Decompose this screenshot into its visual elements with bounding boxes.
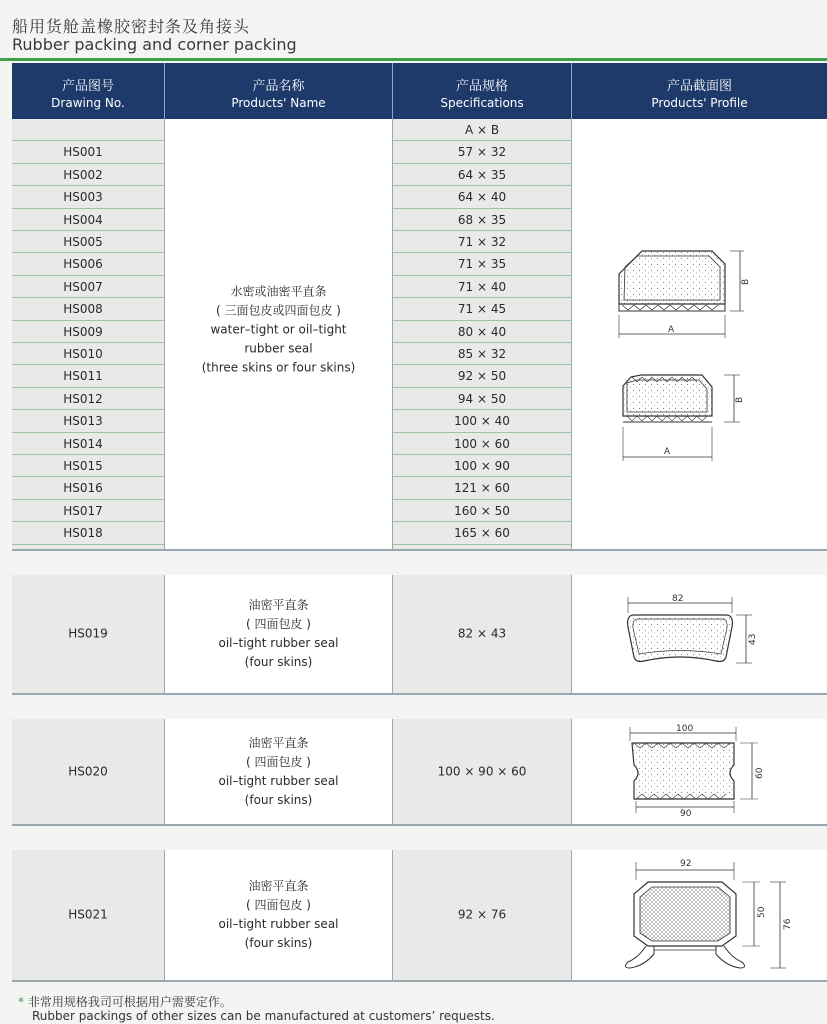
spec-value: 160 × 50 bbox=[393, 500, 571, 522]
dim-label-a-lower: A bbox=[664, 447, 671, 457]
spec-value: 57 × 32 bbox=[393, 141, 571, 163]
dim-label-b-lower: B bbox=[735, 396, 745, 403]
spec-value: 121 × 60 bbox=[393, 477, 571, 499]
dim-bottom-width: 90 bbox=[680, 809, 692, 819]
drawing-no: HS011 bbox=[12, 365, 164, 387]
profile-column bbox=[572, 719, 827, 824]
drawing-no: HS016 bbox=[12, 477, 164, 499]
spec-column bbox=[393, 575, 572, 693]
drawing-no: HS010 bbox=[12, 343, 164, 365]
dim-label-b: B bbox=[741, 278, 751, 285]
dim-top-width: 100 bbox=[676, 724, 694, 734]
profile-drawing-group1 bbox=[572, 119, 827, 549]
drawing-no: HS021 bbox=[68, 907, 108, 922]
page-title-zh: 船用货舱盖橡胶密封条及角接头 bbox=[12, 17, 251, 36]
drawing-no: HS007 bbox=[12, 276, 164, 298]
drawing-column bbox=[12, 575, 165, 693]
product-name: 水密或油密平直条 ( 三面包皮或四面包皮 ) water–tight or oil–tight rubber seal (three skins or four skins) bbox=[201, 284, 356, 375]
table-header bbox=[12, 63, 827, 119]
spec-value: 92 × 76 bbox=[457, 907, 507, 922]
drawing-no: HS017 bbox=[12, 500, 164, 522]
spec-value: 100 × 40 bbox=[393, 410, 571, 432]
spec-value: 82 × 43 bbox=[457, 626, 507, 641]
group-hs020 bbox=[12, 719, 827, 824]
dim-height: 60 bbox=[755, 767, 765, 779]
spec-column bbox=[393, 719, 572, 824]
drawing-no: HS013 bbox=[12, 410, 164, 432]
dim-width: 92 bbox=[680, 859, 692, 869]
spec-value: 71 × 40 bbox=[393, 276, 571, 298]
header-drawing-no: 产品图号 Drawing No. bbox=[12, 63, 165, 119]
drawing-column bbox=[12, 119, 165, 549]
section-divider bbox=[12, 549, 827, 551]
group-hs021 bbox=[12, 850, 827, 980]
drawing-no: HS008 bbox=[12, 298, 164, 320]
drawing-column bbox=[12, 850, 165, 980]
drawing-no: HS004 bbox=[12, 209, 164, 231]
group-hs001-hs018 bbox=[12, 119, 827, 549]
profile-column bbox=[572, 119, 827, 549]
title-divider bbox=[0, 58, 827, 61]
profile-drawing-hs021 bbox=[572, 850, 827, 980]
drawing-no: HS003 bbox=[12, 186, 164, 208]
drawing-column bbox=[12, 719, 165, 824]
page-title-en: Rubber packing and corner packing bbox=[12, 35, 297, 54]
section-divider bbox=[12, 693, 827, 695]
drawing-no: HS002 bbox=[12, 164, 164, 186]
product-name: 油密平直条 ( 四面包皮 ) oil–tight rubber seal (four skins) bbox=[218, 735, 339, 807]
spec-value: 100 × 60 bbox=[393, 433, 571, 455]
spec-value: 80 × 40 bbox=[393, 321, 571, 343]
drawing-no: HS009 bbox=[12, 321, 164, 343]
spec-column bbox=[393, 119, 572, 549]
profile-column bbox=[572, 850, 827, 980]
table-row bbox=[12, 119, 164, 141]
dim-height: 43 bbox=[748, 633, 758, 645]
section-divider bbox=[12, 980, 827, 982]
spec-header-axb: A × B bbox=[393, 119, 571, 141]
spec-value: 68 × 35 bbox=[393, 209, 571, 231]
header-products-name: 产品名称 Products' Name bbox=[165, 63, 393, 119]
dim-width: 82 bbox=[672, 594, 684, 604]
dim-height-50: 50 bbox=[757, 906, 767, 918]
name-column bbox=[165, 719, 393, 824]
spec-value: 71 × 32 bbox=[393, 231, 571, 253]
drawing-no: HS001 bbox=[12, 141, 164, 163]
drawing-no: HS020 bbox=[68, 764, 108, 778]
footnote-zh: * 非常用规格我司可根据用户需要定作。 bbox=[18, 995, 232, 1009]
name-column bbox=[165, 119, 393, 549]
group-hs019 bbox=[12, 575, 827, 693]
footnote-star: * bbox=[18, 995, 24, 1009]
spec-value: 71 × 45 bbox=[393, 298, 571, 320]
dim-label-a: A bbox=[668, 325, 675, 335]
spec-value: 71 × 35 bbox=[393, 253, 571, 275]
spec-value: 92 × 50 bbox=[393, 365, 571, 387]
drawing-no: HS018 bbox=[12, 522, 164, 544]
profile-drawing-hs019 bbox=[572, 575, 827, 693]
footnote-en: Rubber packings of other sizes can be manufactured at customers’ requests. bbox=[32, 1009, 495, 1023]
drawing-no: HS005 bbox=[12, 231, 164, 253]
spec-value: 85 × 32 bbox=[393, 343, 571, 365]
spec-value: 94 × 50 bbox=[393, 388, 571, 410]
header-specifications: 产品规格 Specifications bbox=[393, 63, 572, 119]
spec-column bbox=[393, 850, 572, 980]
name-column bbox=[165, 850, 393, 980]
drawing-no: HS012 bbox=[12, 388, 164, 410]
product-name: 油密平直条 ( 四面包皮 ) oil–tight rubber seal (four skins) bbox=[218, 598, 339, 669]
drawing-no: HS015 bbox=[12, 455, 164, 477]
spec-value: 64 × 35 bbox=[393, 164, 571, 186]
name-column bbox=[165, 575, 393, 693]
dim-height-76: 76 bbox=[783, 918, 793, 930]
drawing-no: HS014 bbox=[12, 433, 164, 455]
spec-value: 64 × 40 bbox=[393, 186, 571, 208]
drawing-no: HS006 bbox=[12, 253, 164, 275]
profile-drawing-hs020 bbox=[572, 719, 827, 824]
product-name: 油密平直条 ( 四面包皮 ) oil–tight rubber seal (four skins) bbox=[218, 879, 339, 950]
spec-value: 100 × 90 × 60 bbox=[437, 764, 527, 778]
spec-value: 100 × 90 bbox=[393, 455, 571, 477]
drawing-no: HS019 bbox=[68, 626, 108, 641]
spec-value: 165 × 60 bbox=[393, 522, 571, 544]
profile-column bbox=[572, 575, 827, 693]
section-divider bbox=[12, 824, 827, 826]
header-products-profile: 产品截面图 Products' Profile bbox=[651, 79, 748, 110]
